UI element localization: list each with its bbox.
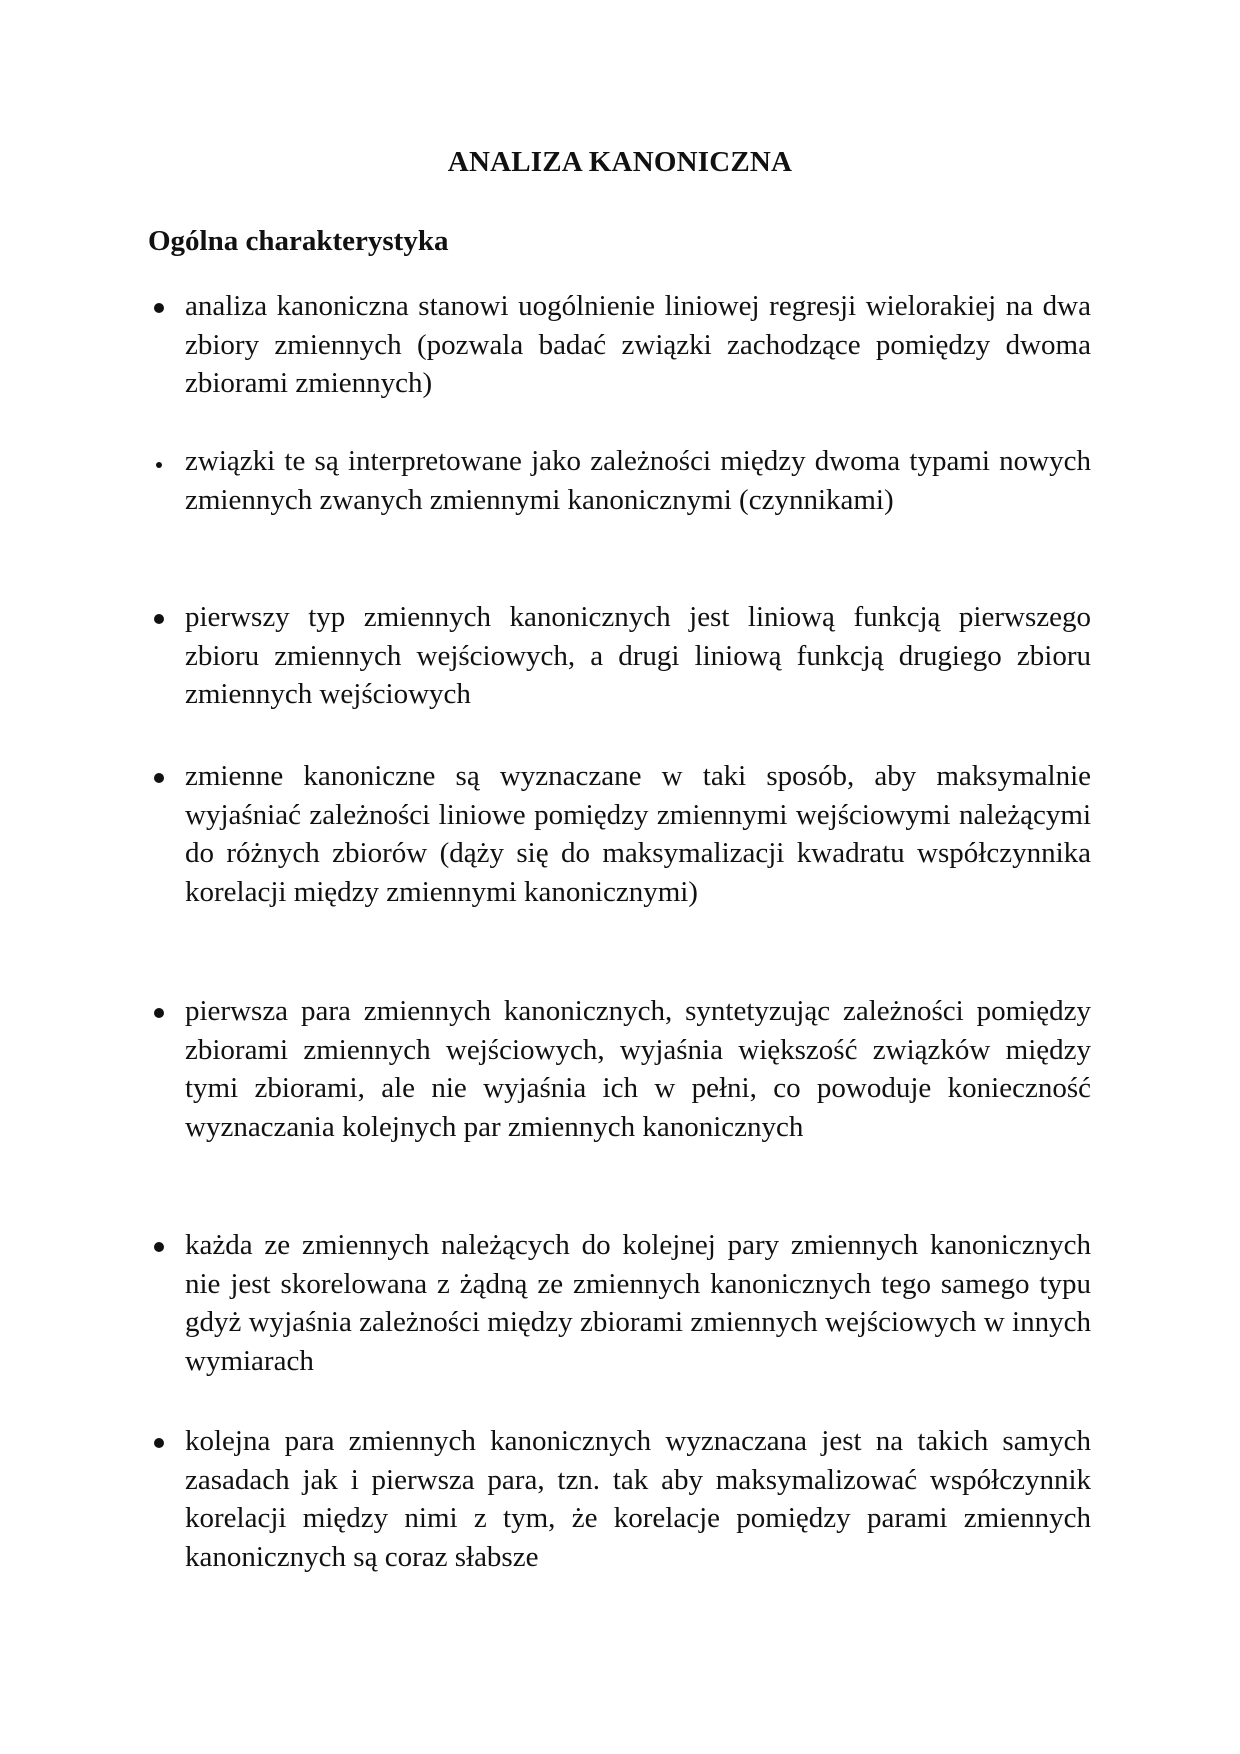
list-item-text: związki te są interpretowane jako zależności między dwoma typami nowych zmiennych zwanych zmiennymi kanonicznymi (czynnikami): [185, 445, 1091, 516]
document-title: ANALIZA KANONICZNA: [447, 146, 793, 178]
bullet-icon: [156, 462, 162, 468]
list-item-text: zmienne kanoniczne są wyznaczane w taki sposób, aby maksymalnie wyjaśniać zależności liniowe pomiędzy zmiennymi wejściowymi należącymi do różnych zbiorów (dąży się do maksymalizacji kwadratu współczynnika korelacji między zmiennymi kanonicznymi): [185, 760, 1091, 908]
bullet-icon: [154, 1008, 164, 1018]
bullet-icon: [154, 1242, 164, 1252]
list-item-text: pierwszy typ zmiennych kanonicznych jest liniową funkcją pierwszego zbioru zmiennych wejściowych, a drugi liniową funkcją drugiego zbioru zmiennych wejściowych: [185, 601, 1091, 711]
bullet-icon: [154, 614, 164, 624]
list-item-text: pierwsza para zmiennych kanonicznych, syntetyzując zależności pomiędzy zbiorami zmiennych wejściowych, wyjaśnia większość związków między tymi zbiorami, ale nie wyjaśnia ich w pełni, co powoduje konieczność wyznaczania kolejnych par zmiennych kanonicznych: [185, 995, 1091, 1143]
section-heading: Ogólna charakterystyka: [148, 225, 449, 257]
bullet-icon: [154, 303, 164, 313]
list-item-text: każda ze zmiennych należących do kolejnej pary zmiennych kanonicznych nie jest skorelowana z żądną ze zmiennych kanonicznych tego samego typu gdyż wyjaśnia zależności między zbiorami zmiennych wejściowych w innych wymiarach: [185, 1229, 1091, 1377]
list-item-text: analiza kanoniczna stanowi uogólnienie liniowej regresji wielorakiej na dwa zbiory zmiennych (pozwala badać związki zachodzące pomiędzy dwoma zbiorami zmiennych): [185, 290, 1091, 400]
bullet-icon: [154, 1438, 164, 1448]
list-item-text: kolejna para zmiennych kanonicznych wyznaczana jest na takich samych zasadach jak i pierwsza para, tzn. tak aby maksymalizować współczynnik korelacji między nimi z tym, że korelacje pomiędzy parami zmiennych kanonicznych są coraz słabsze: [185, 1425, 1091, 1573]
bullet-icon: [154, 773, 164, 783]
